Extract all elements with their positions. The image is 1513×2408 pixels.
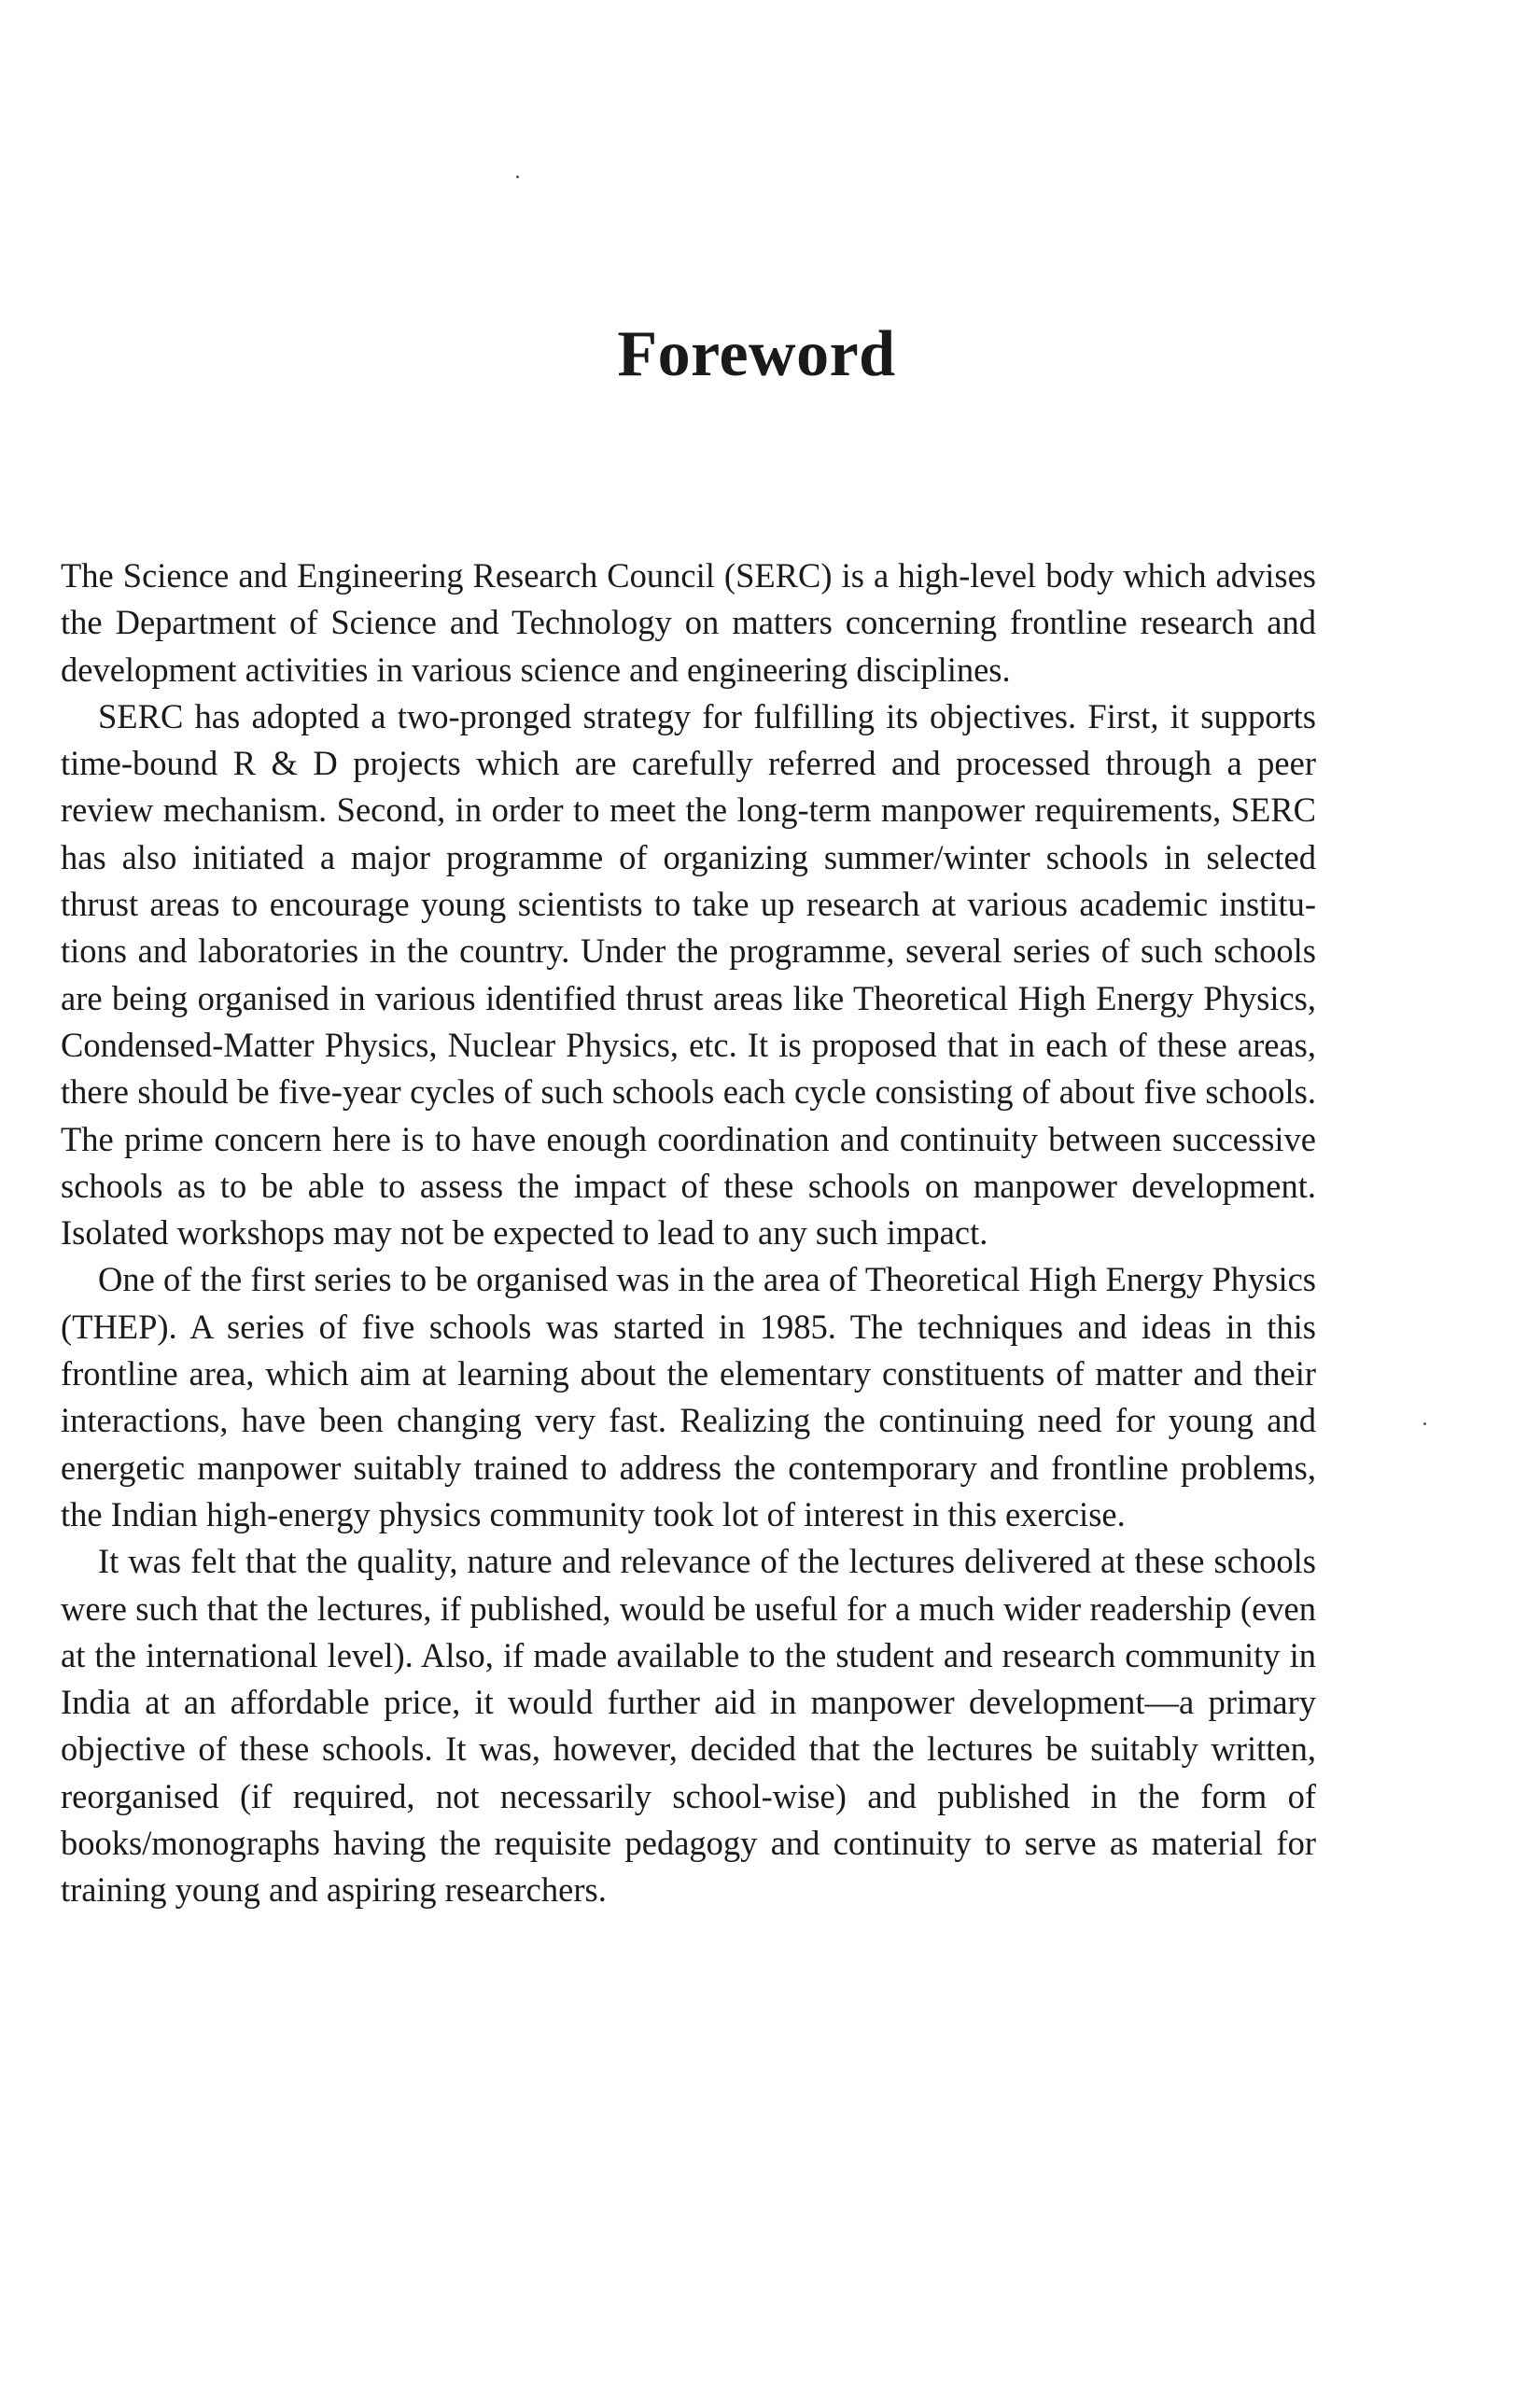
paragraph-publication: It was felt that the quality, nature and relevance of the lectures delivered at these schools were such that the lectures, if published, would be useful for a much wider readership (even at the international level). Also, if made available to the student and research community in India at an affordable price, it would further aid in manpower development—a primary objective of these schools. It was, however, decided that the lectures be suitably written, reorganised (if required, not necessarily school-wise) and published in the form of books/monographs having the requisite pedagogy and continuity to serve as material for training young and aspiring researchers.: [61, 1542, 1316, 1910]
scan-speck: [1423, 1422, 1426, 1425]
scan-speck: [516, 175, 519, 178]
foreword-body: [61, 553, 1316, 1914]
paragraph-thep-series: One of the first series to be organised was in the area of Theoretical High Energy Physics (THEP). A series of five schools was started in 1985. The techniques and ideas in this frontline area, which aim at learning about the elementary constituents of matter and their interactions, have been changing very fast. Realizing the continuing need for young and energetic manpower suitably trained to address the contemporary and frontline problems, the Indian high-energy physics community took lot of interest in this exercise.: [61, 1260, 1316, 1533]
paragraph-strategy: SERC has adopted a two-pronged strategy for fulfilling its objectives. First, it supports time-bound R & D projects which are carefully referred and processed through a peer review mechanism. Second, in order to meet the long-term manpower requirements, SERC has also initiated a major programme of organizing summer/winter schools in selected thrust areas to encourage young scientists to take up research at various academic institutions and laboratories in the country. Under the programme, several series of such schools are being organised in various identified thrust areas like Theoretical High Energy Physics, Condensed-Matter Physics, Nuclear Physics, etc. It is proposed that in each of these areas, there should be five-year cycles of such schools each cycle consisting of about five schools. The prime concern here is to have enough coordination and continuity between successive schools as to be able to assess the impact of these schools on manpower development. Isolated workshops may not be expected to lead to any such impact.: [61, 696, 1316, 1253]
page-title: Foreword: [617, 318, 896, 390]
paragraph-serc-intro: The Science and Engineering Research Council (SERC) is a high-level body which advises the Department of Science and Technology on matters concerning frontline research and development activities in various science and engineering disciplines.: [61, 556, 1316, 689]
